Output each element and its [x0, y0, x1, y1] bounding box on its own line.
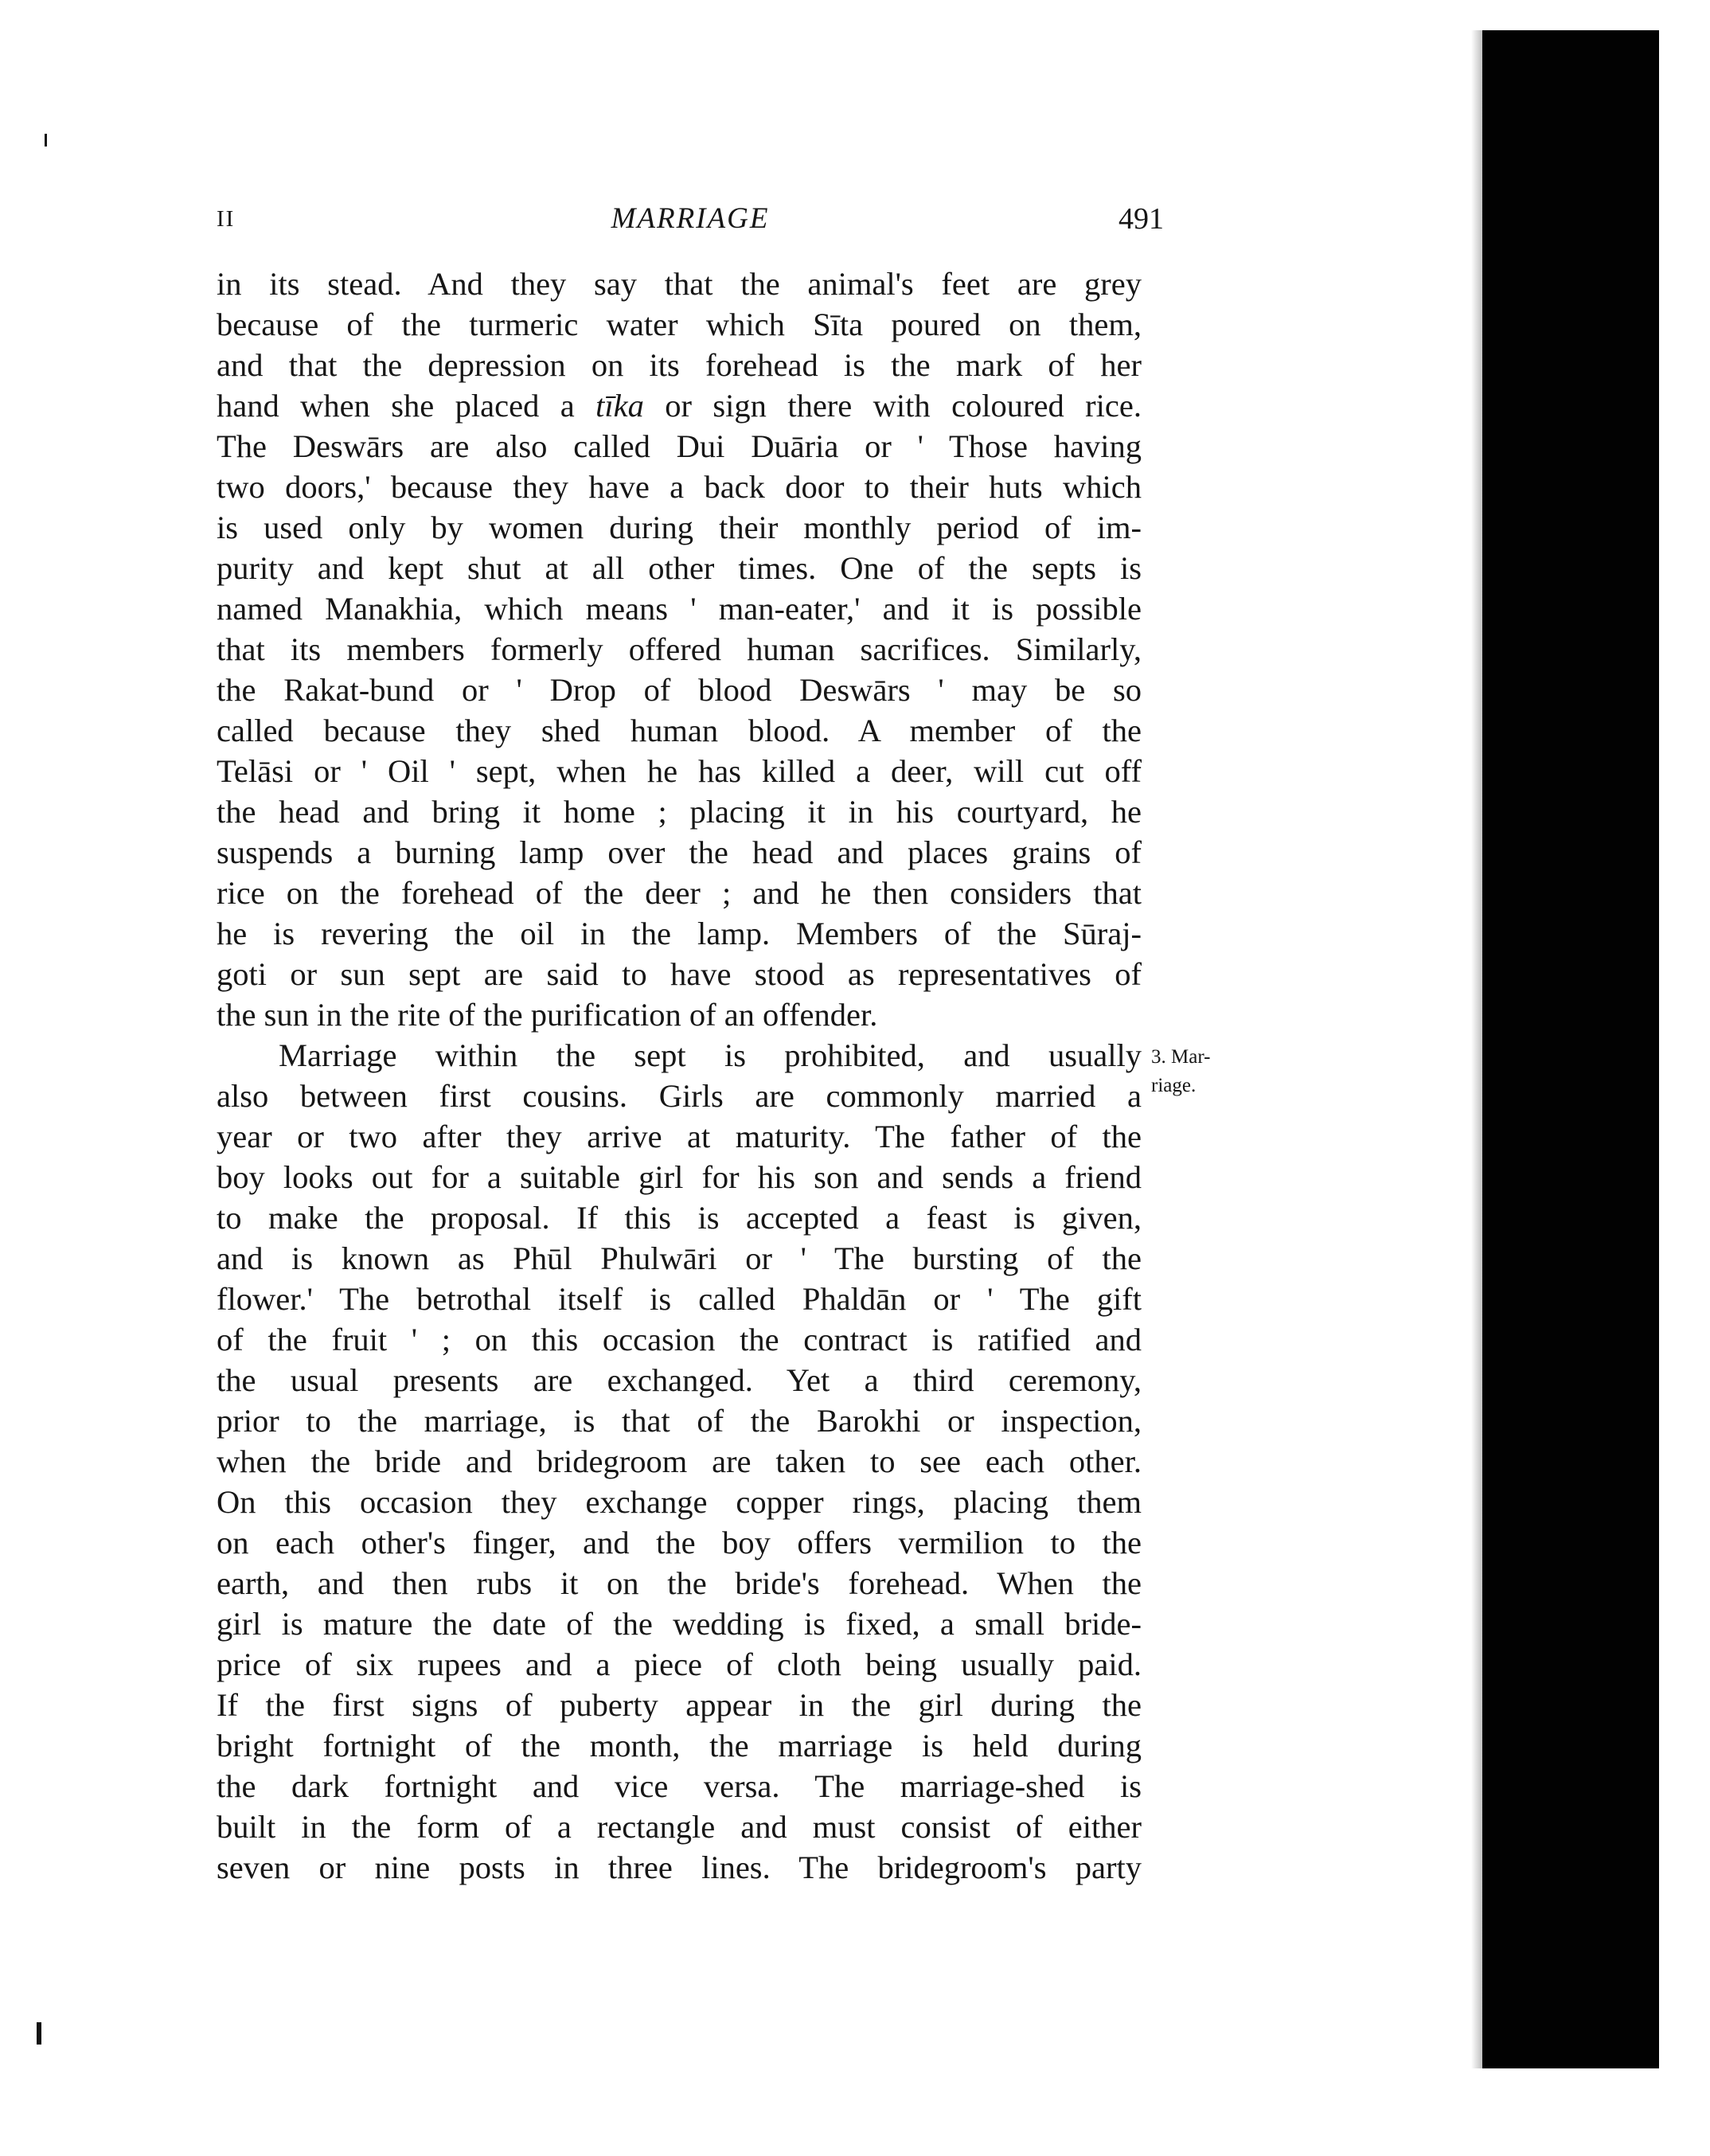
page-number: 491: [1119, 202, 1164, 236]
text-line-with-italic: [217, 385, 1142, 426]
running-title: MARRIAGE: [611, 202, 770, 235]
body-text: [217, 264, 1142, 1888]
text-line: and is known as Phūl Phulwāri or ' The bursting of the: [217, 1240, 1142, 1276]
section-number: II: [217, 206, 236, 232]
margin-note-line: 3. Mar-: [1151, 1046, 1211, 1068]
text-line: the head and bring it home ; placing it in his courtyard, he: [217, 794, 1142, 830]
text-line: because of the turmeric water which Sīta poured on them,: [217, 307, 1142, 342]
text-fragment: hand when she placed a: [217, 388, 596, 424]
text-line: he is revering the oil in the lamp. Members of the Sūraj-: [217, 916, 1142, 951]
text-line: named Manakhia, which means ' man-eater,' and it is possible: [217, 591, 1142, 627]
text-line: earth, and then rubs it on the bride's forehead. When the: [217, 1565, 1142, 1601]
text-line: of the fruit ' ; on this occasion the contract is ratified and: [217, 1322, 1142, 1357]
text-line: the dark fortnight and vice versa. The marriage-shed is: [217, 1768, 1142, 1804]
italic-term: tīka: [595, 388, 644, 424]
text-line: the sun in the rite of the purification of an offender.: [217, 997, 878, 1033]
text-line: built in the form of a rectangle and must consist of either: [217, 1809, 1142, 1845]
text-line: also between first cousins. Girls are commonly married a: [217, 1078, 1142, 1114]
text-line: flower.' The betrothal itself is called Phaldān or ' The gift: [217, 1281, 1142, 1317]
text-line: suspends a burning lamp over the head and places grains of: [217, 834, 1142, 870]
scan-speck: [45, 134, 47, 146]
text-line: when the bride and bridegroom are taken to see each other.: [217, 1443, 1142, 1479]
text-line: on each other's finger, and the boy offers vermilion to the: [217, 1525, 1142, 1560]
margin-note: [1151, 1043, 1255, 1100]
text-line-indented: Marriage within the sept is prohibited, and usually: [279, 1037, 1142, 1073]
running-header: [217, 199, 1164, 239]
text-line: girl is mature the date of the wedding is fixed, a small bride-: [217, 1606, 1142, 1642]
text-line: rice on the forehead of the deer ; and he then considers that: [217, 875, 1142, 911]
text-line: If the first signs of puberty appear in the girl during the: [217, 1687, 1142, 1723]
text-line: boy looks out for a suitable girl for his son and sends a friend: [217, 1159, 1142, 1195]
text-line: two doors,' because they have a back door to their huts which: [217, 469, 1142, 505]
text-line: goti or sun sept are said to have stood as representatives of: [217, 956, 1142, 992]
text-line: purity and kept shut at all other times. One of the septs is: [217, 550, 1142, 586]
text-line: to make the proposal. If this is accepted a feast is given,: [217, 1200, 1142, 1236]
text-line: price of six rupees and a piece of cloth being usually paid.: [217, 1646, 1142, 1682]
scan-speck: [37, 2022, 41, 2045]
text-line: the Rakat-bund or ' Drop of blood Deswārs ' may be so: [217, 672, 1142, 708]
text-line: the usual presents are exchanged. Yet a third ceremony,: [217, 1362, 1142, 1398]
text-line: that its members formerly offered human sacrifices. Similarly,: [217, 631, 1142, 667]
text-line: and that the depression on its forehead is the mark of her: [217, 347, 1142, 383]
text-line: in its stead. And they say that the animal's feet are grey: [217, 266, 1142, 302]
text-line: called because they shed human blood. A member of the: [217, 713, 1142, 748]
text-line: bright fortnight of the month, the marriage is held during: [217, 1728, 1142, 1763]
text-line: seven or nine posts in three lines. The bridegroom's party: [217, 1849, 1142, 1885]
text-line: year or two after they arrive at maturity. The father of the: [217, 1119, 1142, 1154]
scan-shadow-edge: [1471, 30, 1482, 2068]
text-fragment: or sign there with coloured rice.: [643, 388, 1142, 424]
text-line: Telāsi or ' Oil ' sept, when he has killed a deer, will cut off: [217, 753, 1142, 789]
margin-note-line: riage.: [1151, 1075, 1197, 1096]
text-line: prior to the marriage, is that of the Barokhi or inspection,: [217, 1403, 1142, 1439]
scan-black-band: [1482, 30, 1659, 2068]
text-line: is used only by women during their monthly period of im-: [217, 510, 1142, 545]
text-line: The Deswārs are also called Dui Duāria or ' Those having: [217, 428, 1142, 464]
text-line: On this occasion they exchange copper rings, placing them: [217, 1484, 1142, 1520]
